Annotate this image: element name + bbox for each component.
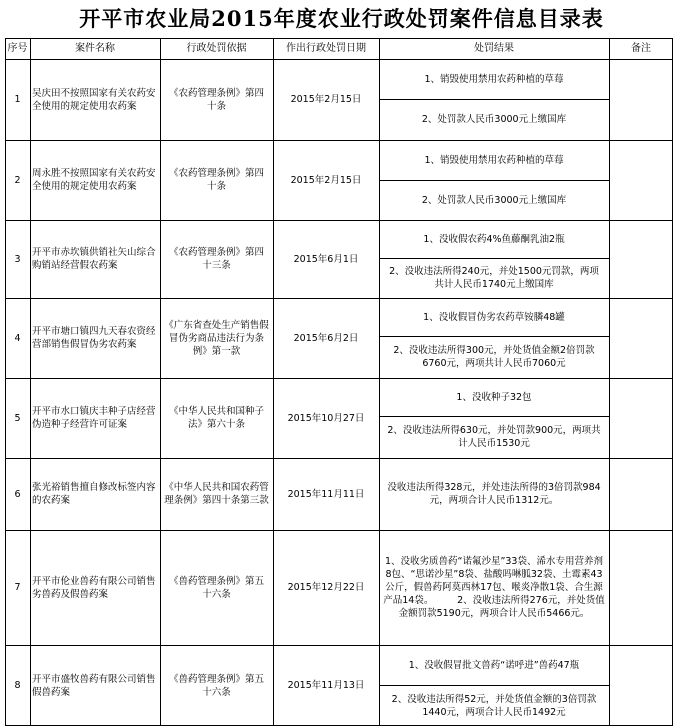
grid-line [5, 59, 673, 60]
row-date: 2015年10月27日 [287, 412, 365, 424]
row-index: 2 [14, 174, 21, 186]
row-date: 2015年11月13日 [287, 680, 365, 691]
header-index: 序号 [7, 43, 28, 54]
grid-line [30, 38, 31, 726]
grid-line [5, 38, 6, 726]
grid-line [672, 38, 673, 726]
grid-line [5, 530, 673, 531]
row-index: 8 [14, 680, 21, 691]
row-note [609, 59, 673, 140]
row-note [609, 530, 673, 645]
row-note [609, 645, 673, 726]
row-note [609, 298, 673, 378]
row-case-name: 张光裕销售擅自修改标签内容的农药案 [32, 482, 156, 506]
row-result-2: 2、处罚款人民币3000元上缴国库 [421, 194, 567, 206]
row-date: 2015年6月1日 [293, 253, 359, 265]
row-note [609, 378, 673, 458]
row-result-2: 2、没收违法所得52元，并处货值金额的3倍罚款1440元，两项合计人民币1492元 [391, 693, 597, 718]
grid-line [379, 258, 609, 259]
row-index: 1 [14, 94, 21, 105]
row-result-1: 1、销毁使用禁用农药种植的草莓 [424, 154, 564, 166]
grid-line [379, 685, 609, 686]
row-index: 7 [14, 582, 21, 593]
grid-line [160, 38, 161, 726]
row-basis: 《农药管理条例》第四十三条 [168, 247, 264, 271]
row-result-1: 1、没收种子32包 [456, 391, 532, 403]
row-index: 4 [14, 332, 21, 344]
row-note [609, 140, 673, 220]
row-note [609, 220, 673, 298]
row-result-2: 2、处罚款人民币3000元上缴国库 [421, 114, 567, 125]
row-basis: 《农药管理条例》第四十条 [168, 168, 264, 192]
grid-line [379, 99, 609, 100]
header-basis: 行政处罚依据 [186, 43, 247, 54]
row-index: 3 [14, 253, 21, 265]
row-case-name: 开平市伦业兽药有限公司销售劣兽药及假兽药案 [32, 575, 156, 600]
header-case-name: 案件名称 [75, 43, 115, 54]
grid-line [609, 38, 610, 726]
row-basis: 《广东省查处生产销售假冒伪劣商品违法行为条例》第一款 [164, 319, 269, 357]
grid-line [5, 220, 673, 221]
row-index: 6 [14, 488, 21, 500]
grid-line [273, 38, 274, 726]
header-result: 处罚结果 [474, 43, 514, 54]
row-case-name: 开平市赤坎镇供销社矢山综合购销站经营假农药案 [32, 247, 156, 271]
grid-line [5, 38, 673, 39]
grid-line [5, 378, 673, 379]
grid-line [379, 38, 380, 726]
row-basis: 《中华人民共和国种子法》第六十条 [168, 406, 264, 430]
row-result-2: 2、没收违法所得300元，并处货值金额2倍罚款6760元，两项共计人民币7060元 [393, 345, 595, 369]
row-case-name: 开平市盛牧兽药有限公司销售假兽药案 [32, 673, 156, 698]
row-case-name: 开平市水口镇庆丰种子店经营伪造种子经营许可证案 [32, 406, 156, 430]
row-basis: 《兽药管理条例》第五十六条 [168, 575, 264, 600]
grid-line [5, 645, 673, 646]
grid-line [5, 140, 673, 141]
row-case-name: 开平市塘口镇四九天春农资经营部销售假冒伪劣农药案 [32, 326, 156, 350]
row-basis: 《农药管理条例》第四十条 [168, 87, 264, 112]
grid-line [5, 298, 673, 299]
page-title: 开平市农业局2015年度农业行政处罚案件信息目录表 [79, 6, 604, 31]
row-date: 2015年12月22日 [287, 582, 365, 593]
row-result-2: 2、没收违法所得630元，并处罚款900元，两项共计人民币1530元 [387, 425, 601, 449]
row-date: 2015年2月15日 [290, 174, 362, 186]
row-result-1: 1、销毁使用禁用农药种植的草莓 [424, 73, 564, 85]
row-basis: 《兽药管理条例》第五十六条 [168, 673, 264, 698]
row-note [609, 458, 673, 530]
grid-line [379, 336, 609, 337]
grid-line [379, 416, 609, 417]
row-date: 2015年2月15日 [290, 94, 362, 105]
grid-line [379, 180, 609, 181]
row-result-2: 2、没收违法所得240元，并处1500元罚款，两项共计人民币1740元上缴国库 [389, 266, 599, 290]
row-date: 2015年6月2日 [293, 332, 359, 344]
row-result-1: 1、没收劣质兽药“诺氟沙星”33袋、浠水专用营养剂8包、“思诺沙星”8袋、盐酸吗啉胍32袋、土霉素43公斤，假兽药阿莫西林17包、喉炎净散1袋、合生源产品14袋。 2、没收违法所得276元，并处货值金额罚款5190元，两项合计人民币5466元。 [383, 556, 605, 619]
grid-line [5, 458, 673, 459]
row-result-1: 1、没收假农药4%鱼藤酮乳油2瓶 [423, 233, 565, 245]
penalty-table [5, 38, 673, 726]
row-case-name: 吴庆田不按照国家有关农药安全使用的规定使用农药案 [32, 87, 156, 112]
row-date: 2015年11月11日 [287, 488, 365, 500]
header-note: 备注 [631, 43, 651, 54]
row-index: 5 [14, 412, 21, 424]
row-result-1: 没收违法所得328元，并处违法所得的3倍罚款984元，两项合计人民币1312元。 [387, 482, 601, 506]
header-date: 作出行政处罚日期 [286, 43, 366, 54]
row-basis: 《中华人民共和国农药管理条例》第四十条第三款 [164, 482, 269, 506]
row-case-name: 周永胜不按照国家有关农药安全使用的规定使用农药案 [32, 168, 156, 192]
row-result-1: 1、没收假冒伪劣农药草铵膦48罐 [423, 311, 565, 323]
row-result-1: 1、没收假冒批文兽药“诺呼进”兽药47瓶 [408, 659, 580, 671]
